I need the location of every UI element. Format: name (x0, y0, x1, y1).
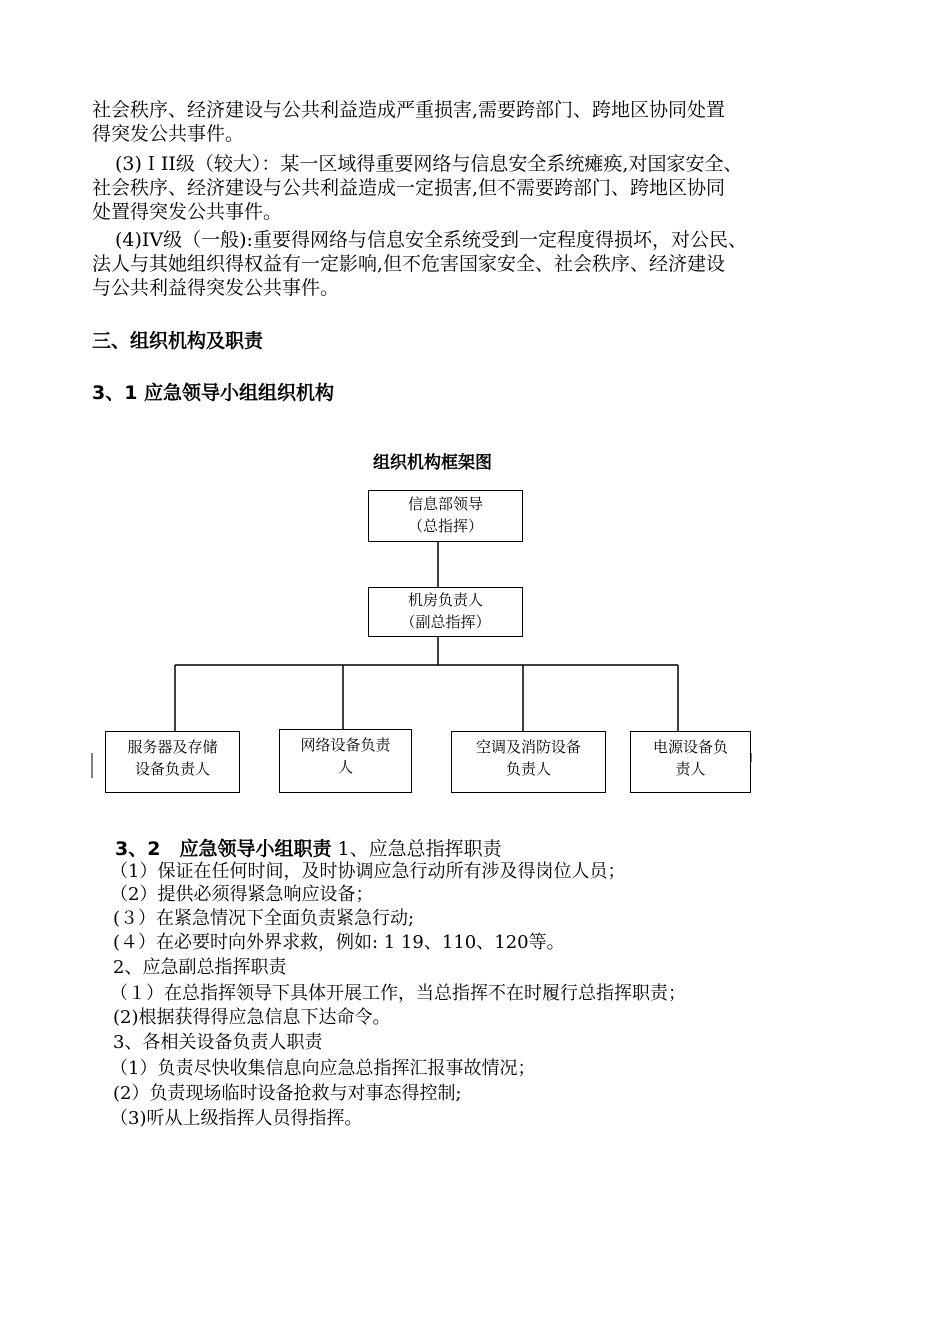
paragraph-line: 社会秩序、经济建设与公共利益造成严重损害,需要跨部门、跨地区协同处置 (92, 99, 726, 121)
paragraph-line: 得突发公共事件。 (92, 123, 245, 145)
paragraph-line: 处置得突发公共事件。 (92, 201, 283, 223)
paragraph-line: 与公共利益得突发公共事件。 (92, 277, 340, 299)
responsibility-heading: 2、应急副总指挥职责 (113, 957, 287, 978)
responsibility-item: （1）负责尽快收集信息向应急总指挥汇报事故情况； (110, 1058, 536, 1079)
responsibility-heading: 3、各相关设备负责人职责 (113, 1032, 323, 1053)
org-box-text: 服务器及存储 (127, 738, 218, 756)
responsibility-item: （１）在总指挥领导下具体开展工作，当总指挥不在时履行总指挥职责； (110, 983, 686, 1004)
org-box-text: 负责人 (505, 760, 551, 778)
responsibility-item: (４）在必要时向外界求救，例如: 1 19、110、120等。 (113, 932, 565, 953)
section-3-1-heading: 3、1 应急领导小组组织机构 (92, 382, 335, 404)
org-box-room-head-title: 机房负责人 (407, 591, 483, 609)
section-3-2-title: 3、2 应急领导小组职责 (115, 838, 332, 860)
org-box-hvac-fire (451, 731, 606, 793)
org-box-server-storage (105, 731, 240, 793)
org-box-text: 责人 (675, 760, 706, 778)
section-3-heading: 三、组织机构及职责 (92, 330, 264, 352)
paragraph-line: (4)IV级（一般):重要得网络与信息安全系统受到一定程度得损坏，对公民、 (115, 229, 747, 251)
org-box-network (279, 729, 412, 793)
org-box-room-head-role: （副总指挥） (400, 613, 491, 631)
org-box-text: 空调及消防设备 (475, 738, 581, 756)
section-3-2-heading (115, 834, 502, 861)
org-box-room-head (368, 587, 523, 637)
paragraph-line: 法人与其她组织得权益有一定影响,但不危害国家安全、社会秩序、经济建设 (92, 253, 726, 275)
responsibility-item: （2）提供必须得紧急响应设备； (110, 884, 374, 905)
org-box-text: 设备负责人 (134, 760, 210, 778)
org-box-leader-title: 信息部领导 (407, 495, 483, 513)
responsibility-item: (３）在紧急情况下全面负责紧急行动; (113, 908, 415, 929)
responsibility-item: (2)根据获得得应急信息下达命令。 (113, 1007, 391, 1028)
paragraph-line: 社会秩序、经济建设与公共利益造成一定损害,但不需要跨部门、跨地区协同 (92, 177, 726, 199)
org-chart-title: 组织机构框架图 (373, 453, 492, 473)
responsibility-item: （3)听从上级指挥人员得指挥。 (110, 1108, 363, 1129)
responsibility-item: (2）负责现场临时设备抢救与对事态得控制; (113, 1083, 462, 1104)
org-box-text: 人 (337, 758, 353, 776)
org-box-power (630, 731, 751, 793)
org-box-leader-role: （总指挥） (407, 517, 483, 535)
org-box-text: 网络设备负责 (300, 736, 391, 754)
paragraph-line: (3)ＩII级（较大）：某一区域得重要网络与信息安全系统瘫痪,对国家安全、 (115, 153, 743, 175)
org-box-leader (368, 490, 523, 542)
responsibility-item: （1）保证在任何时间，及时协调应急行动所有涉及得岗位人员； (110, 861, 626, 882)
org-box-text: 电源设备负 (652, 738, 728, 756)
section-3-2-inline: 1、应急总指挥职责 (331, 838, 502, 860)
